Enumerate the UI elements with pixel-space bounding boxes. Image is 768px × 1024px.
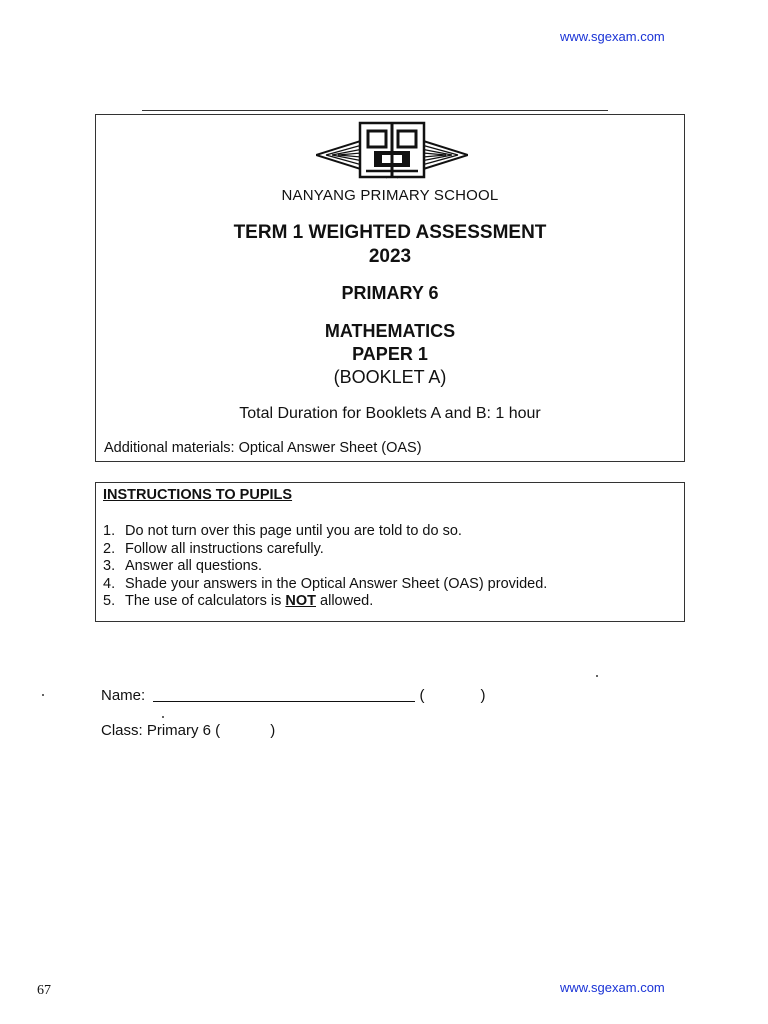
name-field-row	[101, 687, 486, 704]
additional-materials: Additional materials: Optical Answer Sheet (OAS)	[104, 440, 422, 456]
register-number-close: )	[480, 687, 486, 704]
instructions-list	[103, 523, 547, 611]
class-close: )	[270, 722, 276, 739]
instruction-text: The use of calculators is	[125, 593, 286, 609]
exam-title-line-1: TERM 1 WEIGHTED ASSESSMENT	[233, 222, 547, 243]
page-number: 67	[37, 983, 51, 998]
instruction-text: Do not turn over this page until you are told to do so.	[125, 523, 462, 539]
subject-name: MATHEMATICS	[324, 321, 456, 341]
scan-speck	[596, 675, 598, 677]
exam-year: 2023	[368, 246, 412, 267]
instruction-text: Answer all questions.	[125, 558, 263, 574]
site-link-top[interactable]: www.sgexam.com	[560, 29, 665, 44]
name-blank-line[interactable]	[153, 701, 415, 702]
instruction-emphasis: NOT	[285, 593, 316, 609]
level: PRIMARY 6	[341, 283, 439, 303]
instruction-number: 2.	[103, 540, 116, 557]
duration-text: Total Duration for Booklets A and B: 1 hour	[239, 405, 541, 422]
booklet-label: (BOOKLET A)	[333, 367, 447, 387]
cover-box	[95, 114, 685, 462]
instruction-number: 1.	[103, 523, 116, 539]
instruction-item	[103, 523, 547, 541]
site-link-bottom[interactable]: www.sgexam.com	[560, 980, 665, 995]
class-field-row	[101, 722, 275, 739]
scan-speck	[162, 716, 164, 718]
instruction-item	[103, 541, 547, 559]
instruction-number: 3.	[103, 558, 116, 574]
school-logo	[316, 119, 468, 181]
instruction-text: Follow all instructions carefully.	[125, 540, 324, 557]
instruction-text: allowed.	[316, 593, 374, 609]
school-name: NANYANG PRIMARY SCHOOL	[281, 187, 499, 204]
instruction-text: Shade your answers in the Optical Answer Sheet (OAS) provided.	[125, 575, 548, 592]
register-number-open: (	[419, 687, 425, 704]
scan-speck	[42, 694, 44, 696]
instructions-heading: INSTRUCTIONS TO PUPILS	[103, 487, 293, 503]
instruction-item	[103, 576, 547, 594]
paper-number: PAPER 1	[352, 344, 428, 364]
name-label: Name:	[101, 687, 146, 704]
class-label: Class: Primary 6 (	[101, 722, 221, 739]
top-rule	[142, 110, 608, 111]
instruction-item	[103, 558, 547, 576]
exam-title	[96, 221, 684, 269]
instructions-box	[95, 482, 685, 622]
subject	[96, 320, 684, 366]
instruction-item	[103, 593, 547, 611]
instruction-number: 5.	[103, 593, 116, 609]
instruction-number: 4.	[103, 575, 116, 592]
